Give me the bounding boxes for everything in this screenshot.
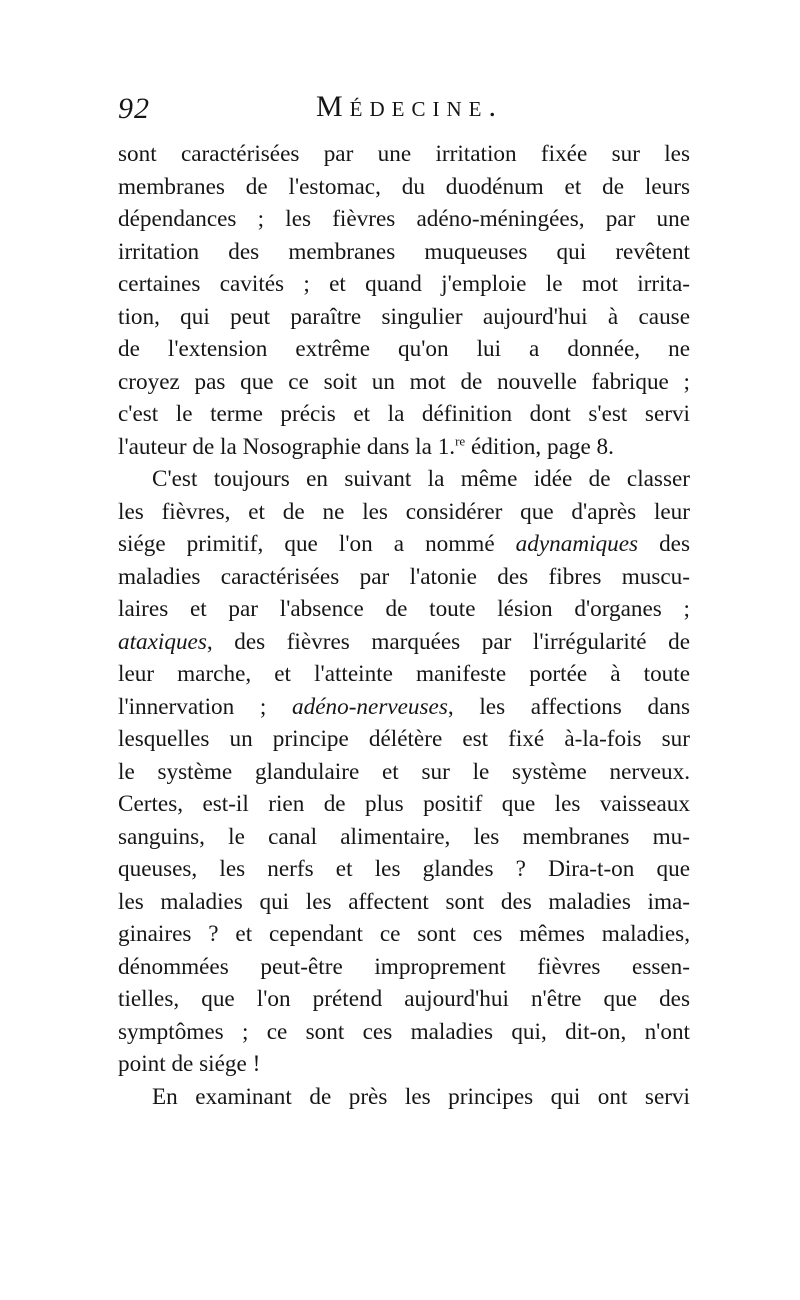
- text-line: membranes de l'estomac, du duodénum et de leurs: [118, 173, 690, 200]
- text-line: c'est le terme précis et la définition dont s'est servi: [118, 401, 690, 427]
- text-line: Certes, est-il rien de plus positif que les vaisseaux: [118, 791, 690, 817]
- text-line: le système glandulaire et sur le système nerveux.: [118, 758, 690, 785]
- text-line: maladies caractérisées par l'atonie des fibres muscu-: [118, 563, 690, 590]
- text-line: lesquelles un principe délétère est fixé à-la-fois sur: [118, 726, 690, 752]
- text-line: l'auteur de la Nosographie dans la 1.$^{re}$ édition, page 8.: [118, 432, 614, 460]
- text-line: point de siége !: [118, 1051, 261, 1077]
- paragraph: [118, 138, 690, 463]
- text-line: certaines cavités ; et quand j'emploie le mot irrita-: [118, 271, 690, 297]
- text-line: les maladies qui les affectent sont des maladies ima-: [118, 888, 690, 915]
- text-line: tielles, que l'on prétend aujourd'hui n'être que des: [118, 986, 690, 1012]
- text-line: l'innervation ; adéno-nerveuses, les affections dans: [118, 693, 690, 720]
- text-line: croyez pas que ce soit un mot de nouvelle fabrique ;: [118, 368, 690, 395]
- italic-term: adéno-nerveuses: [292, 693, 448, 720]
- text-line: tion, qui peut paraître singulier aujourd'hui à cause: [118, 303, 690, 330]
- text-line: leur marche, et l'atteinte manifeste portée à toute: [118, 661, 690, 687]
- paragraph: [118, 463, 690, 1081]
- text-line: irritation des membranes muqueuses qui revêtent: [118, 238, 690, 265]
- text-line: dépendances ; les fièvres adéno-méningées, par une: [118, 206, 690, 232]
- italic-term: adynamiques: [515, 531, 639, 557]
- body-text: [118, 138, 690, 1113]
- paragraph: [118, 1081, 690, 1114]
- text-line: sont caractérisées par une irritation fixée sur les: [118, 141, 690, 167]
- text-line: dénommées peut-être improprement fièvres essen-: [118, 953, 690, 980]
- text-line: En examinant de près les principes qui ont servi: [152, 1083, 690, 1110]
- text-line: C'est toujours en suivant la même idée de classer: [152, 466, 690, 492]
- text-line: symptômes ; ce sont ces maladies qui, dit-on, n'ont: [118, 1018, 690, 1045]
- text-line: sanguins, le canal alimentaire, les membranes mu-: [118, 823, 690, 850]
- text-line: siége primitif, que l'on a nommé adynamiques des: [118, 531, 690, 557]
- text-line: ataxiques, des fièvres marquées par l'irrégularité de: [118, 628, 690, 655]
- text-line: ginaires ? et cependant ce sont ces mêmes maladies,: [118, 921, 690, 947]
- text-line: les fièvres, et de ne les considérer que d'après leur: [118, 498, 690, 525]
- italic-term: ataxiques: [118, 628, 207, 655]
- text-line: laires et par l'absence de toute lésion d'organes ;: [118, 596, 690, 622]
- text-line: de l'extension extrême qu'on lui a donnée, ne: [118, 336, 690, 362]
- page-number: 92: [118, 92, 150, 125]
- running-head: Médecine.: [316, 90, 503, 123]
- ordinal-superscript: re: [455, 432, 466, 448]
- page-header: [118, 88, 688, 128]
- text-line: queuses, les nerfs et les glandes ? Dira-t-on que: [118, 856, 690, 882]
